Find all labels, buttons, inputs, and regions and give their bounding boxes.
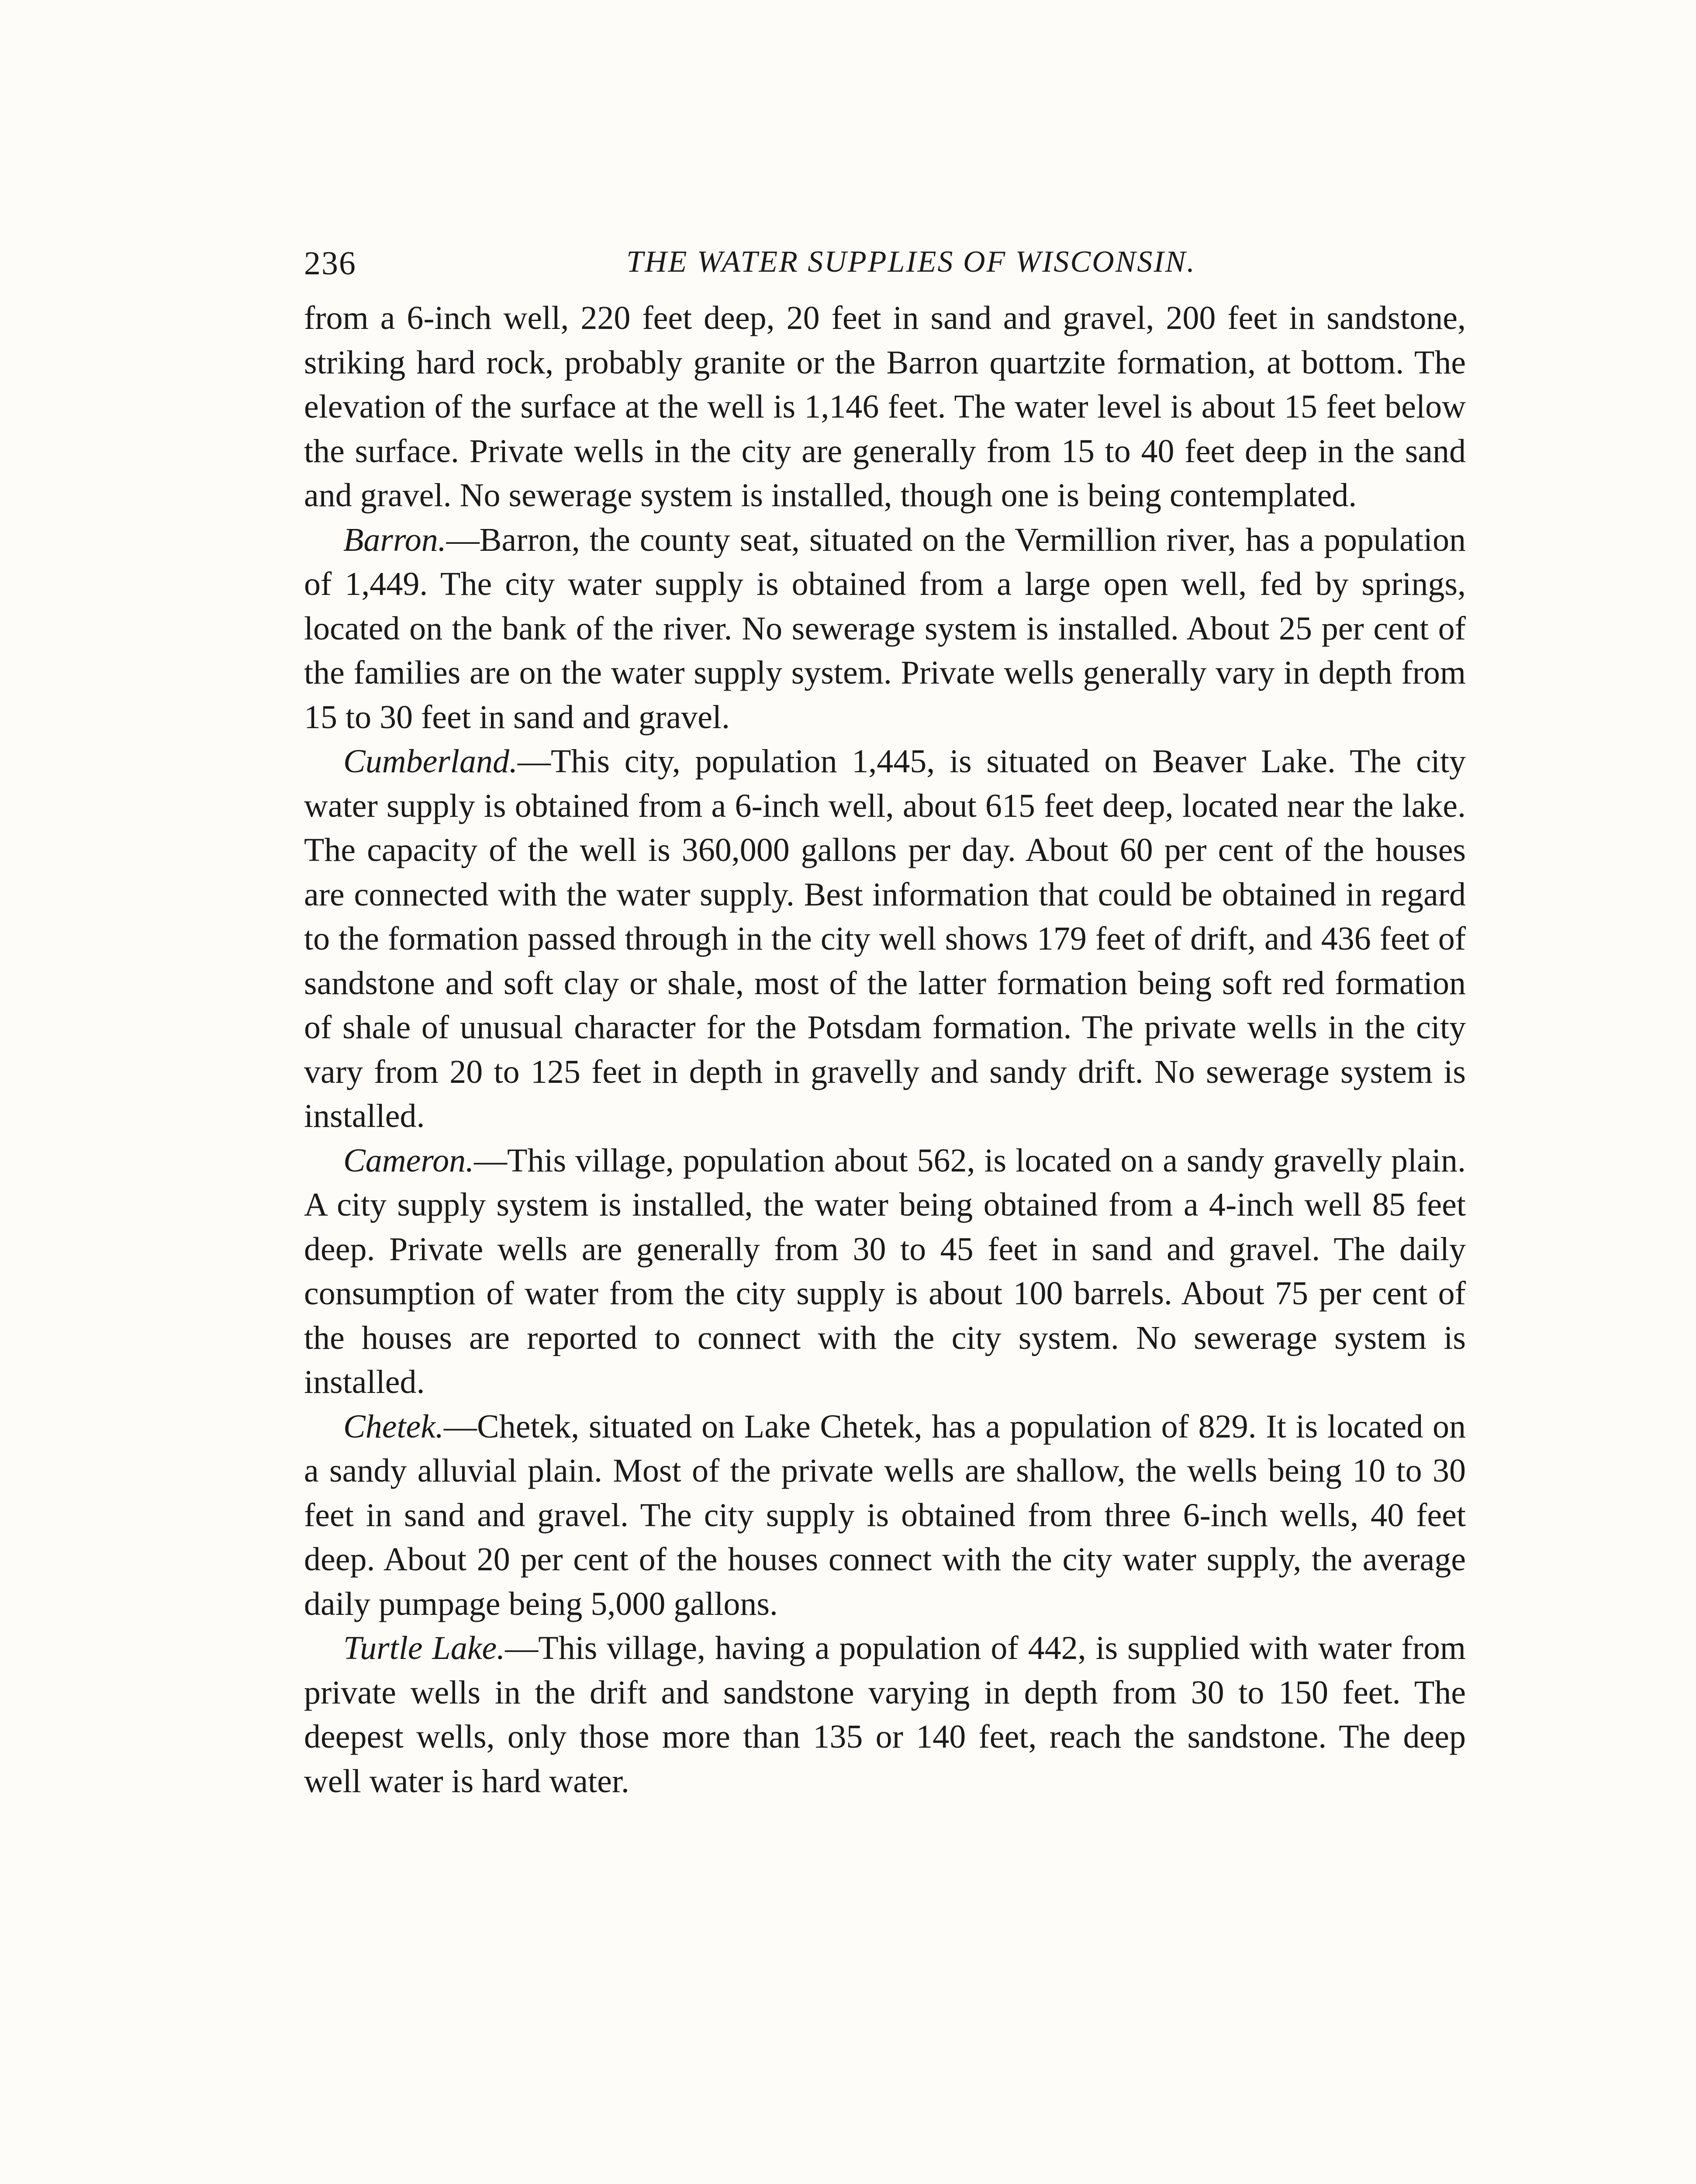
page-number: 236: [304, 245, 356, 282]
running-head: [304, 245, 1466, 293]
paragraph-text: —This village, having a population of 442, is supplied with water from private wells in the drift and sandstone varying in depth from 30 to 150 feet. The deepest wells, only those more than 135 or 140 feet, reach the sandstone. The deep well water is hard water.: [304, 1630, 1466, 1800]
paragraph-text: from a 6-inch well, 220 feet deep, 20 feet in sand and gravel, 200 feet in sandstone, striking hard rock, probably granite or the Barron quartzite formation, at bottom. The elevation of the surface at the well is 1,146 feet. The water level is about 15 feet below the surface. Private wells in the city are generally from 15 to 40 feet deep in the sand and gravel. No sewerage system is installed, though one is being contemplated.: [304, 300, 1466, 514]
place-heading-chetek: Chetek.: [343, 1408, 444, 1445]
paragraph-barron: [304, 518, 1466, 740]
paragraph-cumberland: [304, 740, 1466, 1139]
paragraph-turtle-lake: [304, 1626, 1466, 1804]
paragraph-text: —Barron, the county seat, situated on the Vermillion river, has a population of 1,449. The city water supply is obtained from a large open well, fed by springs, located on the bank of the river. No sewerage system is installed. About 25 per cent of the families are on the water supply system. Private wells generally vary in depth from 15 to 30 feet in sand and gravel.: [304, 521, 1466, 736]
paragraph-chetek: [304, 1405, 1466, 1627]
place-heading-cumberland: Cumberland.: [343, 743, 518, 780]
running-title: THE WATER SUPPLIES OF WISCONSIN.: [626, 245, 1196, 279]
place-heading-cameron: Cameron.: [343, 1142, 474, 1179]
paragraph-text: —This village, population about 562, is located on a sandy gravelly plain. A city supply system is installed, the water being obtained from a 4-inch well 85 feet deep. Private wells are generally from 30 to 45 feet in sand and gravel. The daily consumption of water from the city supply is about 100 barrels. About 75 per cent of the houses are reported to connect with the city system. No sewerage system is installed.: [304, 1142, 1466, 1400]
place-heading-barron: Barron.: [343, 521, 446, 558]
body-text: [304, 296, 1466, 1804]
place-heading-turtle-lake: Turtle Lake.: [343, 1630, 505, 1666]
paragraph-cameron: [304, 1139, 1466, 1405]
paragraph-continuation: [304, 296, 1466, 518]
paragraph-text: —Chetek, situated on Lake Chetek, has a population of 829. It is located on a sandy alluvial plain. Most of the private wells are shallow, the wells being 10 to 30 feet in sand and gravel. The city supply is obtained from three 6-inch wells, 40 feet deep. About 20 per cent of the houses connect with the city water supply, the average daily pumpage being 5,000 gallons.: [304, 1408, 1466, 1622]
paragraph-text: —This city, population 1,445, is situated on Beaver Lake. The city water supply is obtained from a 6-inch well, about 615 feet deep, located near the lake. The capacity of the well is 360,000 gallons per day. About 60 per cent of the houses are connected with the water supply. Best information that could be obtained in regard to the formation passed through in the city well shows 179 feet of drift, and 436 feet of sandstone and soft clay or shale, most of the latter formation being soft red formation of shale of unusual character for the Potsdam formation. The private wells in the city vary from 20 to 125 feet in depth in gravelly and sandy drift. No sewerage system is installed.: [304, 743, 1466, 1134]
